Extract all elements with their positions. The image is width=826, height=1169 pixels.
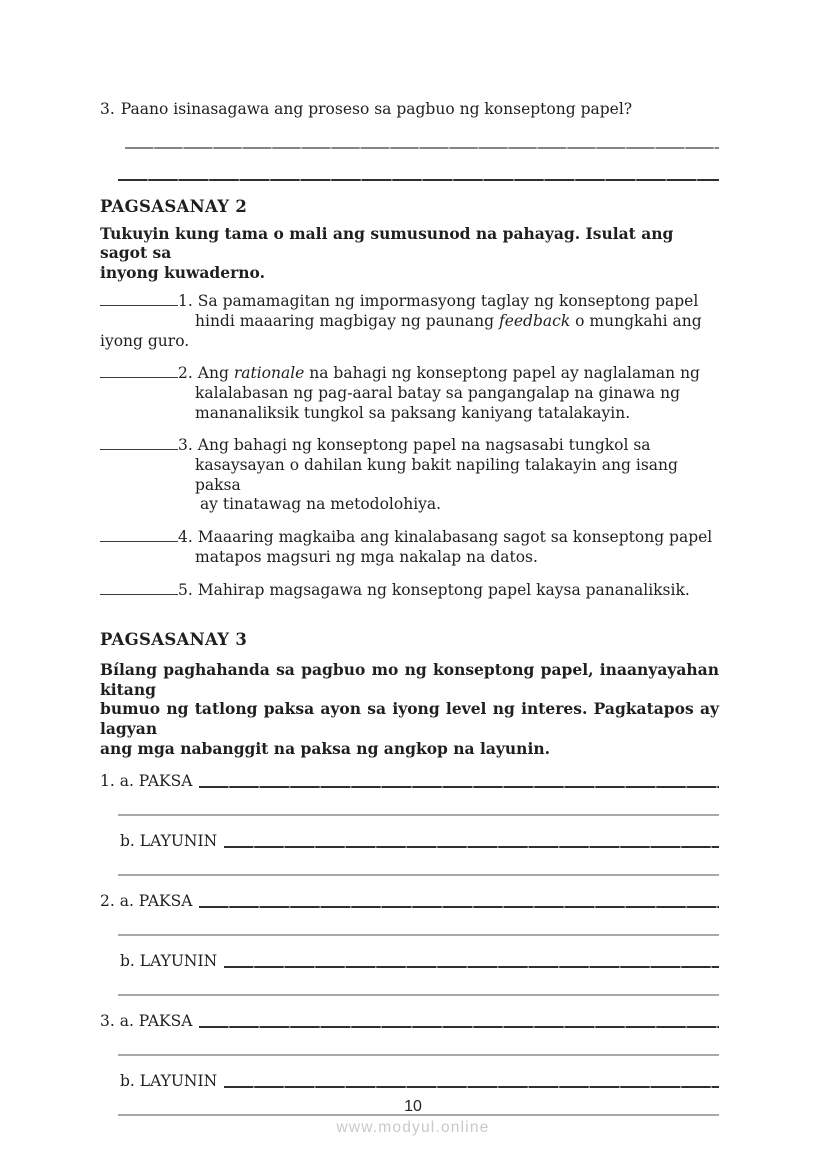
answer-blank-line (100, 594, 178, 595)
exercise2-item (100, 436, 719, 515)
exercise2-instructions (100, 224, 719, 283)
answer-write-line (118, 179, 719, 181)
instruction-line: ang mga nabanggit na paksa ng angkop na layunin. (100, 738, 551, 758)
layunin-label: b. LAYUNIN (120, 831, 218, 850)
blank-write-line (118, 814, 719, 816)
answer-blank-line (100, 305, 178, 306)
item-number: 1. (178, 292, 193, 311)
item-text: ay tinatawag na metodolohiya. (195, 495, 442, 514)
exercise2-item-line (100, 292, 719, 312)
paksa-label: 2. a. PAKSA (100, 891, 193, 910)
layunin-row (100, 951, 719, 971)
item-number: 5. (178, 580, 193, 599)
question-3 (100, 99, 719, 119)
instruction-line: bumuo ng tatlong paksa ayon sa iyong level ng interes. Pagkatapos ay lagyan (100, 699, 719, 739)
exercise2-heading: PAGSASANAY 2 (100, 196, 248, 216)
blank-write-line (118, 1054, 719, 1056)
exercise2-item (100, 581, 719, 601)
exercise3-heading: PAGSASANAY 3 (100, 629, 248, 649)
item-number: 4. (178, 528, 193, 547)
paksa-row (100, 891, 719, 911)
blank-write-line (118, 874, 719, 876)
item-text: iyong guro. (100, 331, 190, 350)
answer-blank-line (100, 449, 178, 450)
answer-blank-line (100, 541, 178, 542)
exercise2-item-line (100, 364, 719, 384)
exercise2-item-line (100, 384, 719, 404)
exercise2-item-line (100, 495, 719, 515)
exercise2-item (100, 528, 719, 567)
item-text: kasaysayan o dahilan kung bakit napiling talakayin ang isang paksa (195, 456, 683, 494)
exercise2-item (100, 364, 719, 423)
exercise2-item-line (100, 332, 719, 352)
exercise2-item-line (100, 548, 719, 568)
layunin-row (100, 831, 719, 851)
italic-term: feedback (498, 311, 571, 330)
write-line (199, 906, 719, 908)
item-number: 3. (178, 436, 193, 455)
answer-write-line (125, 147, 719, 149)
item-text: Maaaring magkaiba ang kinalabasang sagot sa konseptong papel (197, 528, 713, 547)
instruction-line: Bílang paghahanda sa pagbuo mo ng konseptong papel, inaanyayahan kitang (100, 660, 719, 699)
item-text: kalalabasan ng pag-aaral batay sa pangangalap na ginawa ng (195, 383, 681, 402)
blank-write-line (118, 994, 719, 996)
write-line (224, 1086, 719, 1088)
exercise2-item-line (100, 528, 719, 548)
instruction-line: Tukuyin kung tama o mali ang sumusunod na pahayag. Isulat ang sagot sa (100, 223, 674, 263)
item-text: Ang (197, 364, 234, 383)
exercise2-item-line (100, 312, 719, 332)
question-number: 3. (100, 100, 115, 118)
item-text: Sa pamamagitan ng impormasyong taglay ng konseptong papel (197, 292, 699, 311)
paksa-row (100, 1011, 719, 1031)
question-text: Paano isinasagawa ang proseso sa pagbuo ng konseptong papel? (120, 100, 633, 118)
exercise2-item-list (100, 292, 719, 600)
item-text: o mungkahi ang (570, 311, 702, 330)
exercise2-item-line (100, 404, 719, 424)
paksa-label: 1. a. PAKSA (100, 771, 193, 790)
write-line (224, 966, 719, 968)
item-text: Ang bahagi ng konseptong papel na nagsasabi tungkol sa (197, 436, 651, 455)
blank-write-line (118, 934, 719, 936)
layunin-label: b. LAYUNIN (120, 951, 218, 970)
item-text: mananaliksik tungkol sa paksang kaniyang tatalakayin. (195, 403, 631, 422)
exercise2-item-line (100, 436, 719, 456)
item-text: na bahagi ng konseptong papel ay naglalaman ng (304, 364, 700, 383)
paksa-label: 3. a. PAKSA (100, 1011, 193, 1030)
layunin-label: b. LAYUNIN (120, 1071, 218, 1090)
layunin-row (100, 1071, 719, 1091)
exercise2-item-line (100, 456, 719, 495)
item-text: hindi maaaring magbigay ng paunang (195, 311, 499, 330)
exercise3-instructions (100, 660, 719, 758)
watermark-text: www.modyul.online (336, 1119, 490, 1136)
exercise2-item (100, 292, 719, 351)
item-text: matapos magsuri ng mga nakalap na datos. (195, 547, 538, 566)
write-line (199, 786, 719, 788)
italic-term: rationale (233, 364, 305, 383)
answer-blank-line (100, 377, 178, 378)
item-text: Mahirap magsagawa ng konseptong papel kaysa pananaliksik. (197, 580, 690, 599)
instruction-line: inyong kuwaderno. (100, 262, 265, 282)
item-number: 2. (178, 364, 193, 383)
paksa-row (100, 771, 719, 791)
write-line (224, 846, 719, 848)
exercise2-item-line (100, 581, 719, 601)
write-line (199, 1026, 719, 1028)
exercise3-entry-list (100, 771, 719, 1116)
page-number: 10 (404, 1098, 422, 1115)
